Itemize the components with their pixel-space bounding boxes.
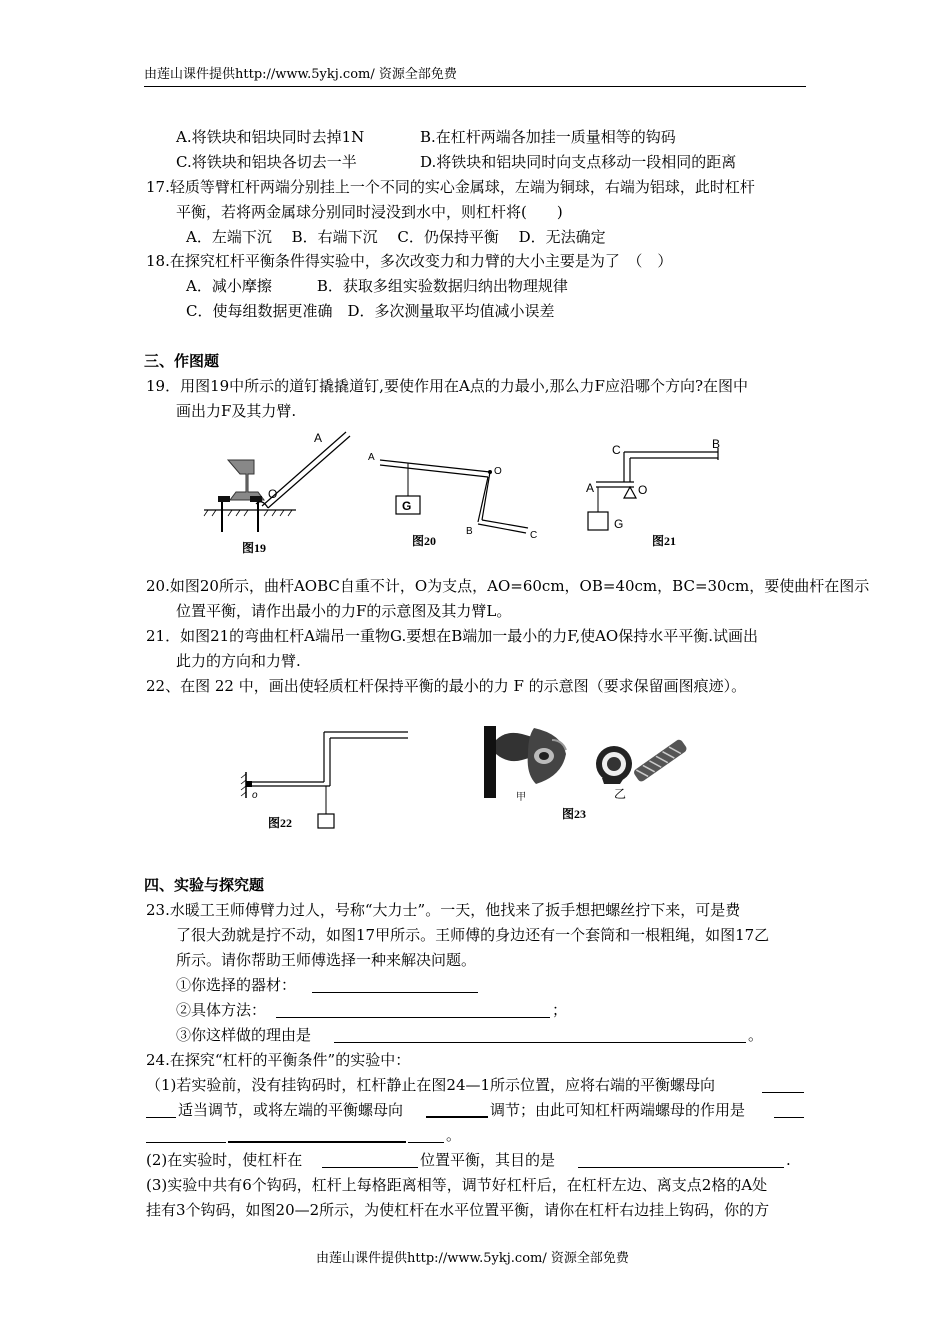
fig23-caption: 图23 [562,807,587,821]
page-footer: 由莲山课件提供http://www.5ykj.com/ 资源全部免费 [316,1251,629,1266]
q24-part1-line2a: 适当调节，或将左端的平衡螺母向 [178,1101,404,1119]
q20-stem-line2: 位置平衡，请作出最小的力F的示意图及其力臂L。 [176,602,512,620]
q23-item2-blank[interactable] [276,1017,550,1018]
q23-item3-end: 。 [748,1026,764,1044]
q16-option-c: C.将铁块和铝块各切去一半 [176,153,357,171]
q19-stem-line1: 19．用图19中所示的道钉撬撬道钉,要使作用在A点的力最小,那么力F应沿哪个方向?在图中 [146,377,748,395]
fig22-label-o: o [252,790,258,801]
header-rule [144,86,806,87]
q23-item1-label: ①你选择的器材： [176,976,297,994]
fig19-label-o: O [268,487,278,501]
fig21-label-o: O [638,483,648,497]
fig21-label-b: B [712,438,721,451]
fig20-caption: 图20 [412,534,437,548]
q23-item3-blank[interactable] [334,1042,746,1043]
q23-stem-line1: 23.水暖工王师傅臂力过人，号称“大力士”。一天，他找来了扳手想把螺丝拧下来，可是费 [146,901,741,919]
q24-part1-line1: （1)若实验前，没有挂钩码时，杠杆静止在图24—1所示位置，应将右端的平衡螺母向 [146,1076,716,1094]
q16-option-d: D.将铁块和铝块同时向支点移动一段相同的距离 [420,153,737,171]
q21-stem-line2: 此力的方向和力臂. [176,652,301,670]
q17-stem-line1: 17.轻质等臂杠杆两端分别挂上一个不同的实心金属球，左端为铜球，右端为铝球，此时杠杆 [146,178,755,196]
figure-21-bent-lever [580,438,730,538]
q23-item1-blank[interactable] [312,992,478,993]
q17-stem-line2: 平衡，若将两金属球分别同时浸没到水中，则杠杆将( ) [176,203,563,221]
q16-option-b: B.在杠杆两端各加挂一质量相等的钩码 [420,128,676,146]
q16-option-a: A.将铁块和铝块同时去掉1N [176,128,365,146]
fig22-caption: 图22 [268,816,293,830]
fig21-caption: 图21 [652,534,677,548]
fig19-label-a: A [314,431,323,445]
q24-blank-1a[interactable] [762,1092,804,1093]
q18-options-ab: A．减小摩擦 B．获取多组实验数据归纳出物理规律 [186,277,568,295]
q24-stem: 24.在探究“杠杆的平衡条件”的实验中： [146,1051,411,1069]
q24-blank-3d[interactable] [408,1142,444,1143]
fig23-label-yi: 乙 [614,787,627,801]
q21-stem-line1: 21．如图21的弯曲杠杆A端吊一重物G.要想在B端加一最小的力F,使AO保持水平平衡.试画出 [146,627,758,645]
fig23-label-jia: 甲 [516,792,526,802]
q18-stem: 18.在探究杠杆平衡条件得实验中，多次改变力和力臂的大小主要是为了 （ ） [146,252,673,270]
q24-blank-5[interactable] [578,1167,784,1168]
q23-stem-line3: 所示。请你帮助王师傅选择一种来解决问题。 [176,951,477,969]
fig20-label-g: G [402,499,412,513]
q24-part3-line2: 挂有3个钩码，如图20—2所示，为使杠杆在水平位置平衡，请你在杠杆右边挂上钩码，你的方 [146,1201,770,1219]
q24-blank-1b[interactable] [146,1117,176,1118]
q23-item2-end: ； [552,1001,568,1019]
fig20-label-b: B [466,526,473,537]
fig20-label-o: O [494,466,502,477]
q24-part2-label: (2)在实验时，使杠杆在 [146,1151,303,1169]
q20-stem-line1: 20.如图20所示，曲杆AOBC自重不计，O为支点，AO=60cm，OB=40cm，BC=30cm，要使曲杆在图示 [146,577,870,595]
q17-options: A．左端下沉 B．右端下沉 C．仍保持平衡 D．无法确定 [186,228,606,246]
fig21-label-a: A [586,481,595,495]
q18-options-cd: C．使每组数据更准确 D．多次测量取平均值减小误差 [186,302,555,320]
q24-part1-line2b: 调节；由此可知杠杆两端螺母的作用是 [490,1101,746,1119]
figure-19-crowbar [200,428,360,538]
q24-blank-3b[interactable] [146,1142,226,1143]
section-4-title: 四、实验与探究题 [144,876,265,894]
q24-part3-line1: (3)实验中共有6个钩码，杠杆上每格距离相等，调节好杠杆后，在杠杆左边、离支点2格的A处 [146,1176,768,1194]
q22-stem: 22、在图 22 中，画出使轻质杠杆保持平衡的最小的力 F 的示意图（要求保留画图痕迹）。 [146,677,747,695]
q24-part1-end: 。 [446,1126,462,1144]
q24-blank-2[interactable] [426,1116,488,1118]
q24-blank-4[interactable] [322,1167,418,1168]
q23-item2-label: ②具体方法： [176,1001,267,1019]
section-3-title: 三、作图题 [144,352,220,370]
page-header: 由莲山课件提供http://www.5ykj.com/ 资源全部免费 [144,67,457,82]
fig20-label-c: C [530,530,538,541]
fig21-label-c: C [612,443,621,457]
figure-20-bent-lever [366,448,546,544]
fig21-label-g: G [614,517,624,531]
q24-part2-end: . [786,1151,791,1169]
q23-item3-label: ③你这样做的理由是 [176,1026,312,1044]
fig19-caption: 图19 [242,541,267,555]
q24-part2-mid: 位置平衡，其目的是 [420,1151,556,1169]
figure-22-lever [236,728,416,832]
fig20-label-a: A [368,452,375,463]
q24-blank-3c[interactable] [228,1141,406,1143]
figure-23-tools [478,722,704,802]
q24-blank-3a[interactable] [774,1117,804,1118]
q19-stem-line2: 画出力F及其力臂. [176,402,297,420]
q23-stem-line2: 了很大劲就是拧不动，如图17甲所示。王师傅的身边还有一个套筒和一根粗绳，如图17乙 [176,926,770,944]
